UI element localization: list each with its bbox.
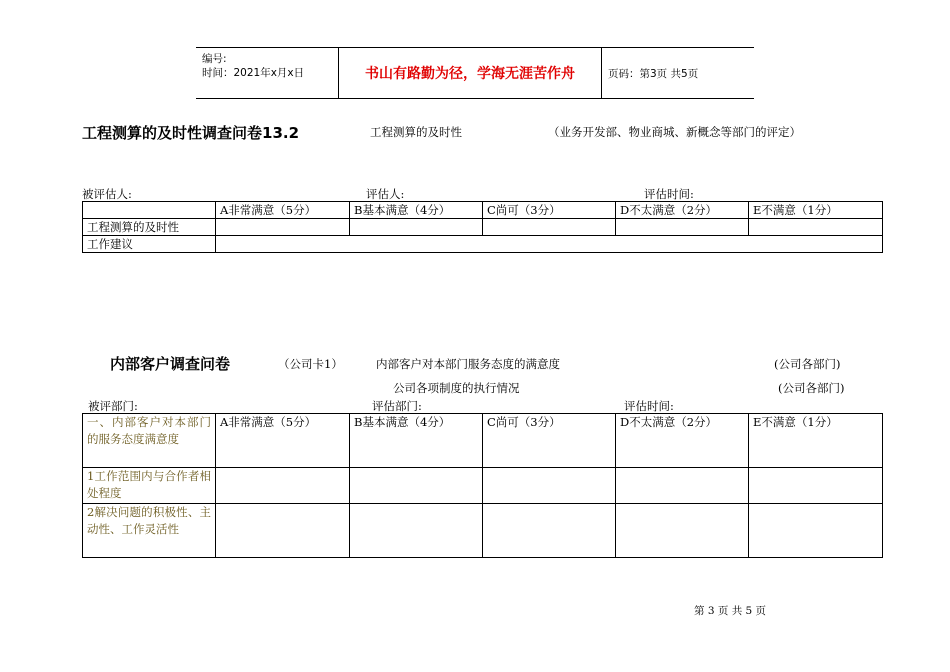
section2-subtitle1: 内部客户对本部门服务态度的满意度 — [376, 357, 560, 371]
section1-eval-time-label: 评估时间: — [644, 187, 694, 201]
table-row — [83, 236, 883, 253]
section1-title: 工程测算的及时性调查问卷13.2 — [82, 124, 300, 142]
column-header: A非常满意（5分） — [216, 202, 350, 219]
column-header: D不太满意（2分） — [616, 202, 749, 219]
page-info: 页码：第3页 共5页 — [608, 67, 699, 80]
page-footer: 第 3 页 共 5 页 — [694, 605, 767, 617]
section2-card: （公司卡1） — [278, 357, 343, 371]
column-header: E不满意（1分） — [749, 202, 883, 219]
rating-cell[interactable] — [749, 219, 883, 236]
rating-cell[interactable] — [616, 504, 749, 558]
table-header-row — [83, 414, 883, 468]
rating-cell[interactable] — [616, 468, 749, 504]
column-header: B基本满意（4分） — [350, 414, 483, 468]
section2-dept2: (公司各部门) — [778, 381, 845, 395]
rating-cell[interactable] — [749, 468, 883, 504]
rating-cell[interactable] — [350, 504, 483, 558]
rating-cell[interactable] — [616, 219, 749, 236]
row-label: 1工作范围内与合作者相处程度 — [83, 468, 216, 504]
column-header: D不太满意（2分） — [616, 414, 749, 468]
section2-first-cell: 一、内部客户对本部门的服务态度满意度 — [83, 414, 216, 468]
rating-cell[interactable] — [216, 504, 350, 558]
section1-table — [82, 201, 883, 253]
section1-evaluator-label: 评估人: — [366, 187, 405, 201]
rating-cell[interactable] — [749, 504, 883, 558]
column-header: C尚可（3分） — [483, 202, 616, 219]
table-row — [83, 504, 883, 558]
suggestion-cell[interactable] — [216, 236, 883, 253]
column-header: C尚可（3分） — [483, 414, 616, 468]
row-label: 工程测算的及时性 — [83, 219, 216, 236]
section2-dept1: (公司各部门) — [774, 357, 841, 371]
time-label: 时间：2021年x月x日 — [202, 67, 305, 79]
column-header: B基本满意（4分） — [350, 202, 483, 219]
column-header: A非常满意（5分） — [216, 414, 350, 468]
section2-evaluatee-label: 被评部门: — [88, 399, 138, 413]
table-cell — [83, 202, 216, 219]
rating-cell[interactable] — [216, 468, 350, 504]
rating-cell[interactable] — [483, 468, 616, 504]
section1-note: （业务开发部、物业商城、新概念等部门的评定） — [548, 125, 801, 139]
section2-subtitle2: 公司各项制度的执行情况 — [393, 381, 520, 395]
code-label: 编号: — [202, 53, 227, 65]
table-row — [83, 219, 883, 236]
rating-cell[interactable] — [483, 219, 616, 236]
page-header — [196, 47, 754, 99]
section1-evaluatee-label: 被评估人: — [82, 187, 132, 201]
rating-cell[interactable] — [216, 219, 350, 236]
section2-table — [82, 413, 883, 558]
rating-cell[interactable] — [350, 468, 483, 504]
section2-eval-time-label: 评估时间: — [624, 399, 674, 413]
table-header-row — [83, 202, 883, 219]
row-label: 工作建议 — [83, 236, 216, 253]
rating-cell[interactable] — [350, 219, 483, 236]
section2-title: 内部客户调查问卷 — [110, 355, 231, 373]
section2-evaluator-label: 评估部门: — [372, 399, 422, 413]
header-meta — [196, 48, 339, 98]
table-row — [83, 468, 883, 504]
row-label: 2解决问题的积极性、主动性、工作灵活性 — [83, 504, 216, 558]
section1-subtitle: 工程测算的及时性 — [370, 125, 462, 139]
column-header: E不满意（1分） — [749, 414, 883, 468]
slogan: 书山有路勤为径，学海无涯苦作舟 — [339, 48, 602, 98]
rating-cell[interactable] — [483, 504, 616, 558]
